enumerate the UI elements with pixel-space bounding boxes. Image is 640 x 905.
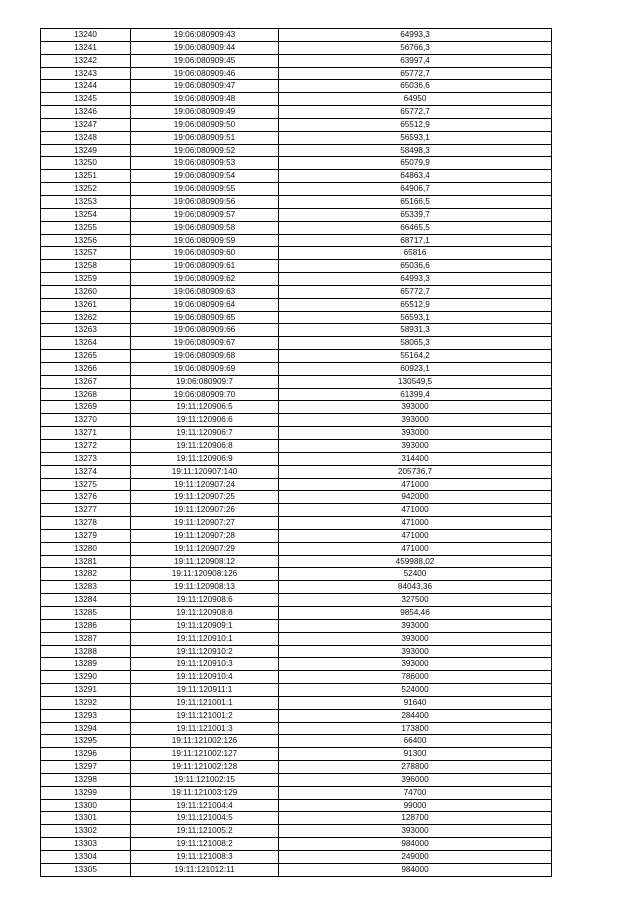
row-number-cell: 13297 bbox=[41, 761, 131, 774]
cadastral-number-cell: 19:11:121003:129 bbox=[131, 786, 279, 799]
table-row bbox=[41, 517, 552, 530]
row-number-cell: 13266 bbox=[41, 362, 131, 375]
cadastral-number-cell: 19:11:121005:2 bbox=[131, 825, 279, 838]
value-cell: 60923,1 bbox=[279, 362, 552, 375]
row-number-cell: 13301 bbox=[41, 812, 131, 825]
cadastral-number-cell: 19:11:120908:12 bbox=[131, 555, 279, 568]
table-row bbox=[41, 581, 552, 594]
table-row bbox=[41, 273, 552, 286]
value-cell: 471000 bbox=[279, 529, 552, 542]
table-row bbox=[41, 748, 552, 761]
cadastral-number-cell: 19:06:080909:50 bbox=[131, 118, 279, 131]
table-row bbox=[41, 825, 552, 838]
table-row bbox=[41, 67, 552, 80]
cadastral-number-cell: 19:06:080909:61 bbox=[131, 260, 279, 273]
cadastral-number-cell: 19:06:080909:7 bbox=[131, 375, 279, 388]
cadastral-number-cell: 19:11:120909:1 bbox=[131, 619, 279, 632]
row-number-cell: 13289 bbox=[41, 658, 131, 671]
row-number-cell: 13272 bbox=[41, 440, 131, 453]
cadastral-number-cell: 19:11:121004:5 bbox=[131, 812, 279, 825]
cadastral-number-cell: 19:11:120907:27 bbox=[131, 517, 279, 530]
row-number-cell: 13299 bbox=[41, 786, 131, 799]
value-cell: 64993,3 bbox=[279, 29, 552, 42]
cadastral-number-cell: 19:06:080909:53 bbox=[131, 157, 279, 170]
table-row bbox=[41, 247, 552, 260]
value-cell: 58065,3 bbox=[279, 337, 552, 350]
table-row bbox=[41, 183, 552, 196]
row-number-cell: 13291 bbox=[41, 684, 131, 697]
cadastral-number-cell: 19:11:120906:8 bbox=[131, 440, 279, 453]
value-cell: 52400 bbox=[279, 568, 552, 581]
cadastral-number-cell: 19:11:120908:13 bbox=[131, 581, 279, 594]
value-cell: 65512,9 bbox=[279, 118, 552, 131]
cadastral-number-cell: 19:06:080909:57 bbox=[131, 208, 279, 221]
cadastral-number-cell: 19:11:121001:3 bbox=[131, 722, 279, 735]
row-number-cell: 13294 bbox=[41, 722, 131, 735]
row-number-cell: 13276 bbox=[41, 491, 131, 504]
row-number-cell: 13288 bbox=[41, 645, 131, 658]
cadastral-number-cell: 19:11:121002:126 bbox=[131, 735, 279, 748]
table-row bbox=[41, 658, 552, 671]
cadastral-number-cell: 19:11:120910:3 bbox=[131, 658, 279, 671]
row-number-cell: 13247 bbox=[41, 118, 131, 131]
table-row bbox=[41, 41, 552, 54]
value-cell: 65339,7 bbox=[279, 208, 552, 221]
row-number-cell: 13273 bbox=[41, 452, 131, 465]
table-row bbox=[41, 606, 552, 619]
value-cell: 327500 bbox=[279, 594, 552, 607]
row-number-cell: 13290 bbox=[41, 671, 131, 684]
table-row bbox=[41, 799, 552, 812]
value-cell: 393000 bbox=[279, 401, 552, 414]
row-number-cell: 13250 bbox=[41, 157, 131, 170]
cadastral-number-cell: 19:11:120911:1 bbox=[131, 684, 279, 697]
value-cell: 471000 bbox=[279, 517, 552, 530]
row-number-cell: 13282 bbox=[41, 568, 131, 581]
row-number-cell: 13305 bbox=[41, 863, 131, 876]
value-cell: 65772,7 bbox=[279, 285, 552, 298]
value-cell: 396000 bbox=[279, 773, 552, 786]
table-row bbox=[41, 350, 552, 363]
table-row bbox=[41, 735, 552, 748]
value-cell: 65079,9 bbox=[279, 157, 552, 170]
cadastral-number-cell: 19:06:080909:58 bbox=[131, 221, 279, 234]
table-row bbox=[41, 722, 552, 735]
value-cell: 393000 bbox=[279, 619, 552, 632]
value-cell: 393000 bbox=[279, 632, 552, 645]
table-row bbox=[41, 401, 552, 414]
row-number-cell: 13286 bbox=[41, 619, 131, 632]
table-row bbox=[41, 761, 552, 774]
row-number-cell: 13260 bbox=[41, 285, 131, 298]
row-number-cell: 13261 bbox=[41, 298, 131, 311]
cadastral-number-cell: 19:11:121001:1 bbox=[131, 696, 279, 709]
table-row bbox=[41, 491, 552, 504]
row-number-cell: 13270 bbox=[41, 414, 131, 427]
row-number-cell: 13269 bbox=[41, 401, 131, 414]
table-row bbox=[41, 106, 552, 119]
row-number-cell: 13253 bbox=[41, 195, 131, 208]
row-number-cell: 13296 bbox=[41, 748, 131, 761]
table-row bbox=[41, 619, 552, 632]
cadastral-number-cell: 19:11:120907:140 bbox=[131, 465, 279, 478]
value-cell: 84043,36 bbox=[279, 581, 552, 594]
value-cell: 128700 bbox=[279, 812, 552, 825]
row-number-cell: 13285 bbox=[41, 606, 131, 619]
cadastral-number-cell: 19:06:080909:62 bbox=[131, 273, 279, 286]
value-cell: 393000 bbox=[279, 645, 552, 658]
value-cell: 173800 bbox=[279, 722, 552, 735]
value-cell: 205736,7 bbox=[279, 465, 552, 478]
table-row bbox=[41, 324, 552, 337]
cadastral-number-cell: 19:06:080909:69 bbox=[131, 362, 279, 375]
row-number-cell: 13264 bbox=[41, 337, 131, 350]
table-row bbox=[41, 568, 552, 581]
cadastral-number-cell: 19:11:120906:9 bbox=[131, 452, 279, 465]
cadastral-number-cell: 19:06:080909:44 bbox=[131, 41, 279, 54]
table-row bbox=[41, 362, 552, 375]
value-cell: 984000 bbox=[279, 838, 552, 851]
cadastral-number-cell: 19:06:080909:63 bbox=[131, 285, 279, 298]
cadastral-number-cell: 19:06:080909:46 bbox=[131, 67, 279, 80]
value-cell: 99000 bbox=[279, 799, 552, 812]
row-number-cell: 13267 bbox=[41, 375, 131, 388]
cadastral-number-cell: 19:11:120910:1 bbox=[131, 632, 279, 645]
row-number-cell: 13274 bbox=[41, 465, 131, 478]
table-row bbox=[41, 542, 552, 555]
value-cell: 55164,2 bbox=[279, 350, 552, 363]
value-cell: 65772,7 bbox=[279, 67, 552, 80]
value-cell: 393000 bbox=[279, 825, 552, 838]
table-row bbox=[41, 555, 552, 568]
table-row bbox=[41, 54, 552, 67]
table-row bbox=[41, 298, 552, 311]
cadastral-number-cell: 19:11:121012:11 bbox=[131, 863, 279, 876]
cadastral-number-cell: 19:11:120910:2 bbox=[131, 645, 279, 658]
value-cell: 459988,02 bbox=[279, 555, 552, 568]
row-number-cell: 13258 bbox=[41, 260, 131, 273]
table-row bbox=[41, 594, 552, 607]
table-row bbox=[41, 131, 552, 144]
row-number-cell: 13283 bbox=[41, 581, 131, 594]
cadastral-number-cell: 19:11:121002:127 bbox=[131, 748, 279, 761]
value-cell: 74700 bbox=[279, 786, 552, 799]
row-number-cell: 13284 bbox=[41, 594, 131, 607]
table-row bbox=[41, 221, 552, 234]
value-cell: 278800 bbox=[279, 761, 552, 774]
table-row bbox=[41, 93, 552, 106]
cadastral-number-cell: 19:11:120907:26 bbox=[131, 504, 279, 517]
value-cell: 984000 bbox=[279, 863, 552, 876]
row-number-cell: 13287 bbox=[41, 632, 131, 645]
table-row bbox=[41, 786, 552, 799]
cadastral-number-cell: 19:06:080909:66 bbox=[131, 324, 279, 337]
value-cell: 61399,4 bbox=[279, 388, 552, 401]
value-cell: 64863,4 bbox=[279, 170, 552, 183]
row-number-cell: 13277 bbox=[41, 504, 131, 517]
cadastral-number-cell: 19:11:120907:28 bbox=[131, 529, 279, 542]
value-cell: 65166,5 bbox=[279, 195, 552, 208]
cadastral-number-cell: 19:11:120906:6 bbox=[131, 414, 279, 427]
row-number-cell: 13243 bbox=[41, 67, 131, 80]
row-number-cell: 13240 bbox=[41, 29, 131, 42]
table-row bbox=[41, 29, 552, 42]
cadastral-number-cell: 19:06:080909:51 bbox=[131, 131, 279, 144]
table-row bbox=[41, 452, 552, 465]
table-row bbox=[41, 118, 552, 131]
cadastral-number-cell: 19:11:120906:7 bbox=[131, 427, 279, 440]
table-row bbox=[41, 311, 552, 324]
row-number-cell: 13248 bbox=[41, 131, 131, 144]
value-cell: 66465,5 bbox=[279, 221, 552, 234]
table-body bbox=[41, 29, 552, 877]
cadastral-number-cell: 19:06:080909:43 bbox=[131, 29, 279, 42]
row-number-cell: 13298 bbox=[41, 773, 131, 786]
row-number-cell: 13300 bbox=[41, 799, 131, 812]
table-row bbox=[41, 234, 552, 247]
row-number-cell: 13304 bbox=[41, 851, 131, 864]
value-cell: 65816 bbox=[279, 247, 552, 260]
row-number-cell: 13302 bbox=[41, 825, 131, 838]
table-row bbox=[41, 529, 552, 542]
value-cell: 64950 bbox=[279, 93, 552, 106]
row-number-cell: 13263 bbox=[41, 324, 131, 337]
cadastral-number-cell: 19:11:121008:2 bbox=[131, 838, 279, 851]
data-table bbox=[40, 28, 552, 877]
cadastral-number-cell: 19:06:080909:68 bbox=[131, 350, 279, 363]
row-number-cell: 13280 bbox=[41, 542, 131, 555]
row-number-cell: 13303 bbox=[41, 838, 131, 851]
row-number-cell: 13249 bbox=[41, 144, 131, 157]
row-number-cell: 13265 bbox=[41, 350, 131, 363]
cadastral-number-cell: 19:11:120907:25 bbox=[131, 491, 279, 504]
table-row bbox=[41, 157, 552, 170]
value-cell: 66400 bbox=[279, 735, 552, 748]
table-row bbox=[41, 195, 552, 208]
cadastral-number-cell: 19:11:121002:15 bbox=[131, 773, 279, 786]
value-cell: 9854,46 bbox=[279, 606, 552, 619]
cadastral-number-cell: 19:11:121008:3 bbox=[131, 851, 279, 864]
cadastral-number-cell: 19:06:080909:70 bbox=[131, 388, 279, 401]
cadastral-number-cell: 19:06:080909:56 bbox=[131, 195, 279, 208]
table-row bbox=[41, 375, 552, 388]
table-row bbox=[41, 427, 552, 440]
value-cell: 471000 bbox=[279, 504, 552, 517]
value-cell: 91640 bbox=[279, 696, 552, 709]
row-number-cell: 13252 bbox=[41, 183, 131, 196]
value-cell: 942000 bbox=[279, 491, 552, 504]
row-number-cell: 13256 bbox=[41, 234, 131, 247]
row-number-cell: 13259 bbox=[41, 273, 131, 286]
table-row bbox=[41, 337, 552, 350]
row-number-cell: 13242 bbox=[41, 54, 131, 67]
row-number-cell: 13295 bbox=[41, 735, 131, 748]
value-cell: 284400 bbox=[279, 709, 552, 722]
value-cell: 786000 bbox=[279, 671, 552, 684]
table-row bbox=[41, 684, 552, 697]
value-cell: 393000 bbox=[279, 440, 552, 453]
table-row bbox=[41, 80, 552, 93]
table-row bbox=[41, 144, 552, 157]
cadastral-number-cell: 19:11:120910:4 bbox=[131, 671, 279, 684]
row-number-cell: 13292 bbox=[41, 696, 131, 709]
row-number-cell: 13271 bbox=[41, 427, 131, 440]
value-cell: 64993,3 bbox=[279, 273, 552, 286]
cadastral-number-cell: 19:06:080909:49 bbox=[131, 106, 279, 119]
value-cell: 56593,1 bbox=[279, 131, 552, 144]
row-number-cell: 13275 bbox=[41, 478, 131, 491]
table-row bbox=[41, 709, 552, 722]
value-cell: 130549,5 bbox=[279, 375, 552, 388]
value-cell: 249000 bbox=[279, 851, 552, 864]
value-cell: 63997,4 bbox=[279, 54, 552, 67]
row-number-cell: 13241 bbox=[41, 41, 131, 54]
table-row bbox=[41, 414, 552, 427]
table-row bbox=[41, 671, 552, 684]
table-row bbox=[41, 645, 552, 658]
value-cell: 393000 bbox=[279, 427, 552, 440]
value-cell: 58931,3 bbox=[279, 324, 552, 337]
value-cell: 65772,7 bbox=[279, 106, 552, 119]
cadastral-number-cell: 19:11:121002:128 bbox=[131, 761, 279, 774]
value-cell: 68717,1 bbox=[279, 234, 552, 247]
table-row bbox=[41, 285, 552, 298]
cadastral-number-cell: 19:06:080909:48 bbox=[131, 93, 279, 106]
value-cell: 56593,1 bbox=[279, 311, 552, 324]
cadastral-number-cell: 19:06:080909:65 bbox=[131, 311, 279, 324]
row-number-cell: 13251 bbox=[41, 170, 131, 183]
cadastral-number-cell: 19:06:080909:67 bbox=[131, 337, 279, 350]
table-row bbox=[41, 863, 552, 876]
table-row bbox=[41, 838, 552, 851]
row-number-cell: 13244 bbox=[41, 80, 131, 93]
cadastral-number-cell: 19:06:080909:52 bbox=[131, 144, 279, 157]
table-row bbox=[41, 388, 552, 401]
cadastral-number-cell: 19:06:080909:47 bbox=[131, 80, 279, 93]
cadastral-number-cell: 19:06:080909:55 bbox=[131, 183, 279, 196]
row-number-cell: 13278 bbox=[41, 517, 131, 530]
table-row bbox=[41, 170, 552, 183]
cadastral-number-cell: 19:06:080909:64 bbox=[131, 298, 279, 311]
table-row bbox=[41, 696, 552, 709]
row-number-cell: 13293 bbox=[41, 709, 131, 722]
value-cell: 393000 bbox=[279, 658, 552, 671]
table-row bbox=[41, 208, 552, 221]
value-cell: 471000 bbox=[279, 542, 552, 555]
table-row bbox=[41, 812, 552, 825]
row-number-cell: 13268 bbox=[41, 388, 131, 401]
table-row bbox=[41, 260, 552, 273]
table-row bbox=[41, 478, 552, 491]
row-number-cell: 13279 bbox=[41, 529, 131, 542]
value-cell: 56766,3 bbox=[279, 41, 552, 54]
value-cell: 64906,7 bbox=[279, 183, 552, 196]
row-number-cell: 13246 bbox=[41, 106, 131, 119]
value-cell: 65036,6 bbox=[279, 260, 552, 273]
cadastral-number-cell: 19:11:121004:4 bbox=[131, 799, 279, 812]
cadastral-number-cell: 19:11:120906:5 bbox=[131, 401, 279, 414]
row-number-cell: 13262 bbox=[41, 311, 131, 324]
row-number-cell: 13257 bbox=[41, 247, 131, 260]
row-number-cell: 13254 bbox=[41, 208, 131, 221]
cadastral-number-cell: 19:11:120908:126 bbox=[131, 568, 279, 581]
value-cell: 471000 bbox=[279, 478, 552, 491]
cadastral-number-cell: 19:06:080909:45 bbox=[131, 54, 279, 67]
value-cell: 314400 bbox=[279, 452, 552, 465]
table-row bbox=[41, 465, 552, 478]
table-row bbox=[41, 440, 552, 453]
cadastral-number-cell: 19:11:120908:8 bbox=[131, 606, 279, 619]
row-number-cell: 13245 bbox=[41, 93, 131, 106]
value-cell: 91300 bbox=[279, 748, 552, 761]
value-cell: 524000 bbox=[279, 684, 552, 697]
table-row bbox=[41, 632, 552, 645]
cadastral-number-cell: 19:11:121001:2 bbox=[131, 709, 279, 722]
row-number-cell: 13281 bbox=[41, 555, 131, 568]
cadastral-number-cell: 19:11:120907:29 bbox=[131, 542, 279, 555]
value-cell: 65512,9 bbox=[279, 298, 552, 311]
value-cell: 393000 bbox=[279, 414, 552, 427]
value-cell: 65036,6 bbox=[279, 80, 552, 93]
table-row bbox=[41, 851, 552, 864]
table-row bbox=[41, 773, 552, 786]
cadastral-number-cell: 19:06:080909:59 bbox=[131, 234, 279, 247]
table-row bbox=[41, 504, 552, 517]
cadastral-number-cell: 19:06:080909:60 bbox=[131, 247, 279, 260]
cadastral-number-cell: 19:11:120907:24 bbox=[131, 478, 279, 491]
cadastral-number-cell: 19:11:120908:6 bbox=[131, 594, 279, 607]
cadastral-number-cell: 19:06:080909:54 bbox=[131, 170, 279, 183]
value-cell: 58498,3 bbox=[279, 144, 552, 157]
row-number-cell: 13255 bbox=[41, 221, 131, 234]
